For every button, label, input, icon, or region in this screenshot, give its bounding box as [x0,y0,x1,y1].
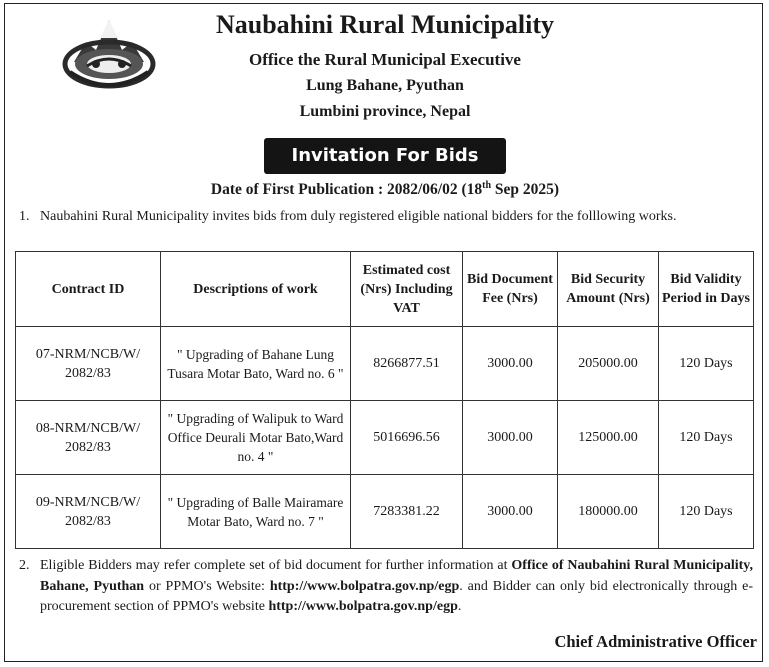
cell-estimated-cost: 7283381.22 [351,475,463,549]
table-row [16,475,754,549]
cell-contract-id: 08-NRM/NCB/W/ 2082/83 [16,401,161,475]
header-estimated-cost: Estimated cost (Nrs) Including VAT [351,252,463,327]
cell-validity: 120 Days [659,475,754,549]
intro-number: 1. [19,209,30,224]
cell-validity: 120 Days [659,401,754,475]
header-validity: Bid Validity Period in Days [659,252,754,327]
header-security-amount: Bid Security Amount (Nrs) [558,252,659,327]
note-text-4: . [457,599,462,614]
header-document-fee: Bid Document Fee (Nrs) [463,252,558,327]
note-office-address: Office of Naubahini Rural Municipality, Bahane, Pyuthan [40,558,753,594]
cell-contract-id: 09-NRM/NCB/W/ 2082/83 [16,475,161,549]
cell-description: " Upgrading of Walipuk to Ward Office Deurali Motar Bato,Ward no. 4 " [161,401,351,475]
publication-date [150,180,620,199]
note-text-3: . and Bidder can only bid electronically through e-procurement section of PPMO's website [40,578,753,614]
invitation-banner: Invitation For Bids [264,138,506,174]
cell-security-amount: 180000.00 [558,475,659,549]
office-name: Office the Rural Municipal Executive [249,50,521,69]
header-contract-id: Contract ID [16,252,161,327]
publication-date-superscript: th [482,180,492,191]
note-text-2: or PPMO's Website: [144,578,270,594]
note-number: 2. [19,558,30,573]
bids-table [15,251,754,549]
publication-date-label: Date of First Publication : 2082/06/02 (18 [210,181,483,199]
intro-text: Naubahini Rural Municipality invites bids from duly registered eligible national bidders for the folllowing works. [40,209,677,224]
address-line-2: Lumbini province, Nepal [299,103,471,120]
ppmo-link-2[interactable]: http://www.bolpatra.gov.np/egp [268,599,458,614]
cell-estimated-cost: 5016696.56 [351,401,463,475]
cell-document-fee: 3000.00 [463,475,558,549]
cell-validity: 120 Days [659,327,754,401]
note-text-1: Eligible Bidders may refer complete set of bid document for further information at [40,558,512,573]
address-line-1: Lung Bahane, Pyuthan [306,77,464,94]
ppmo-link-1[interactable]: http://www.bolpatra.gov.np/egp [269,578,460,594]
intro-paragraph [19,207,753,226]
cell-description: " Upgrading of Balle Mairamare Motar Bato, Ward no. 7 " [161,475,351,549]
header-description: Descriptions of work [161,252,351,327]
cell-security-amount: 205000.00 [558,327,659,401]
cell-document-fee: 3000.00 [463,401,558,475]
table-row [16,327,754,401]
cell-security-amount: 125000.00 [558,401,659,475]
cell-document-fee: 3000.00 [463,327,558,401]
table-header-row [16,252,754,327]
bid-document-note [19,556,753,618]
org-name: Naubahini Rural Municipality [215,10,555,39]
cell-estimated-cost: 8266877.51 [351,327,463,401]
signature-title: Chief Administrative Officer [554,632,757,651]
publication-date-suffix: Sep 2025) [491,181,560,199]
cell-description: " Upgrading of Bahane Lung Tusara Motar Bato, Ward no. 6 " [161,327,351,401]
cell-contract-id: 07-NRM/NCB/W/ 2082/83 [16,327,161,401]
table-row [16,401,754,475]
